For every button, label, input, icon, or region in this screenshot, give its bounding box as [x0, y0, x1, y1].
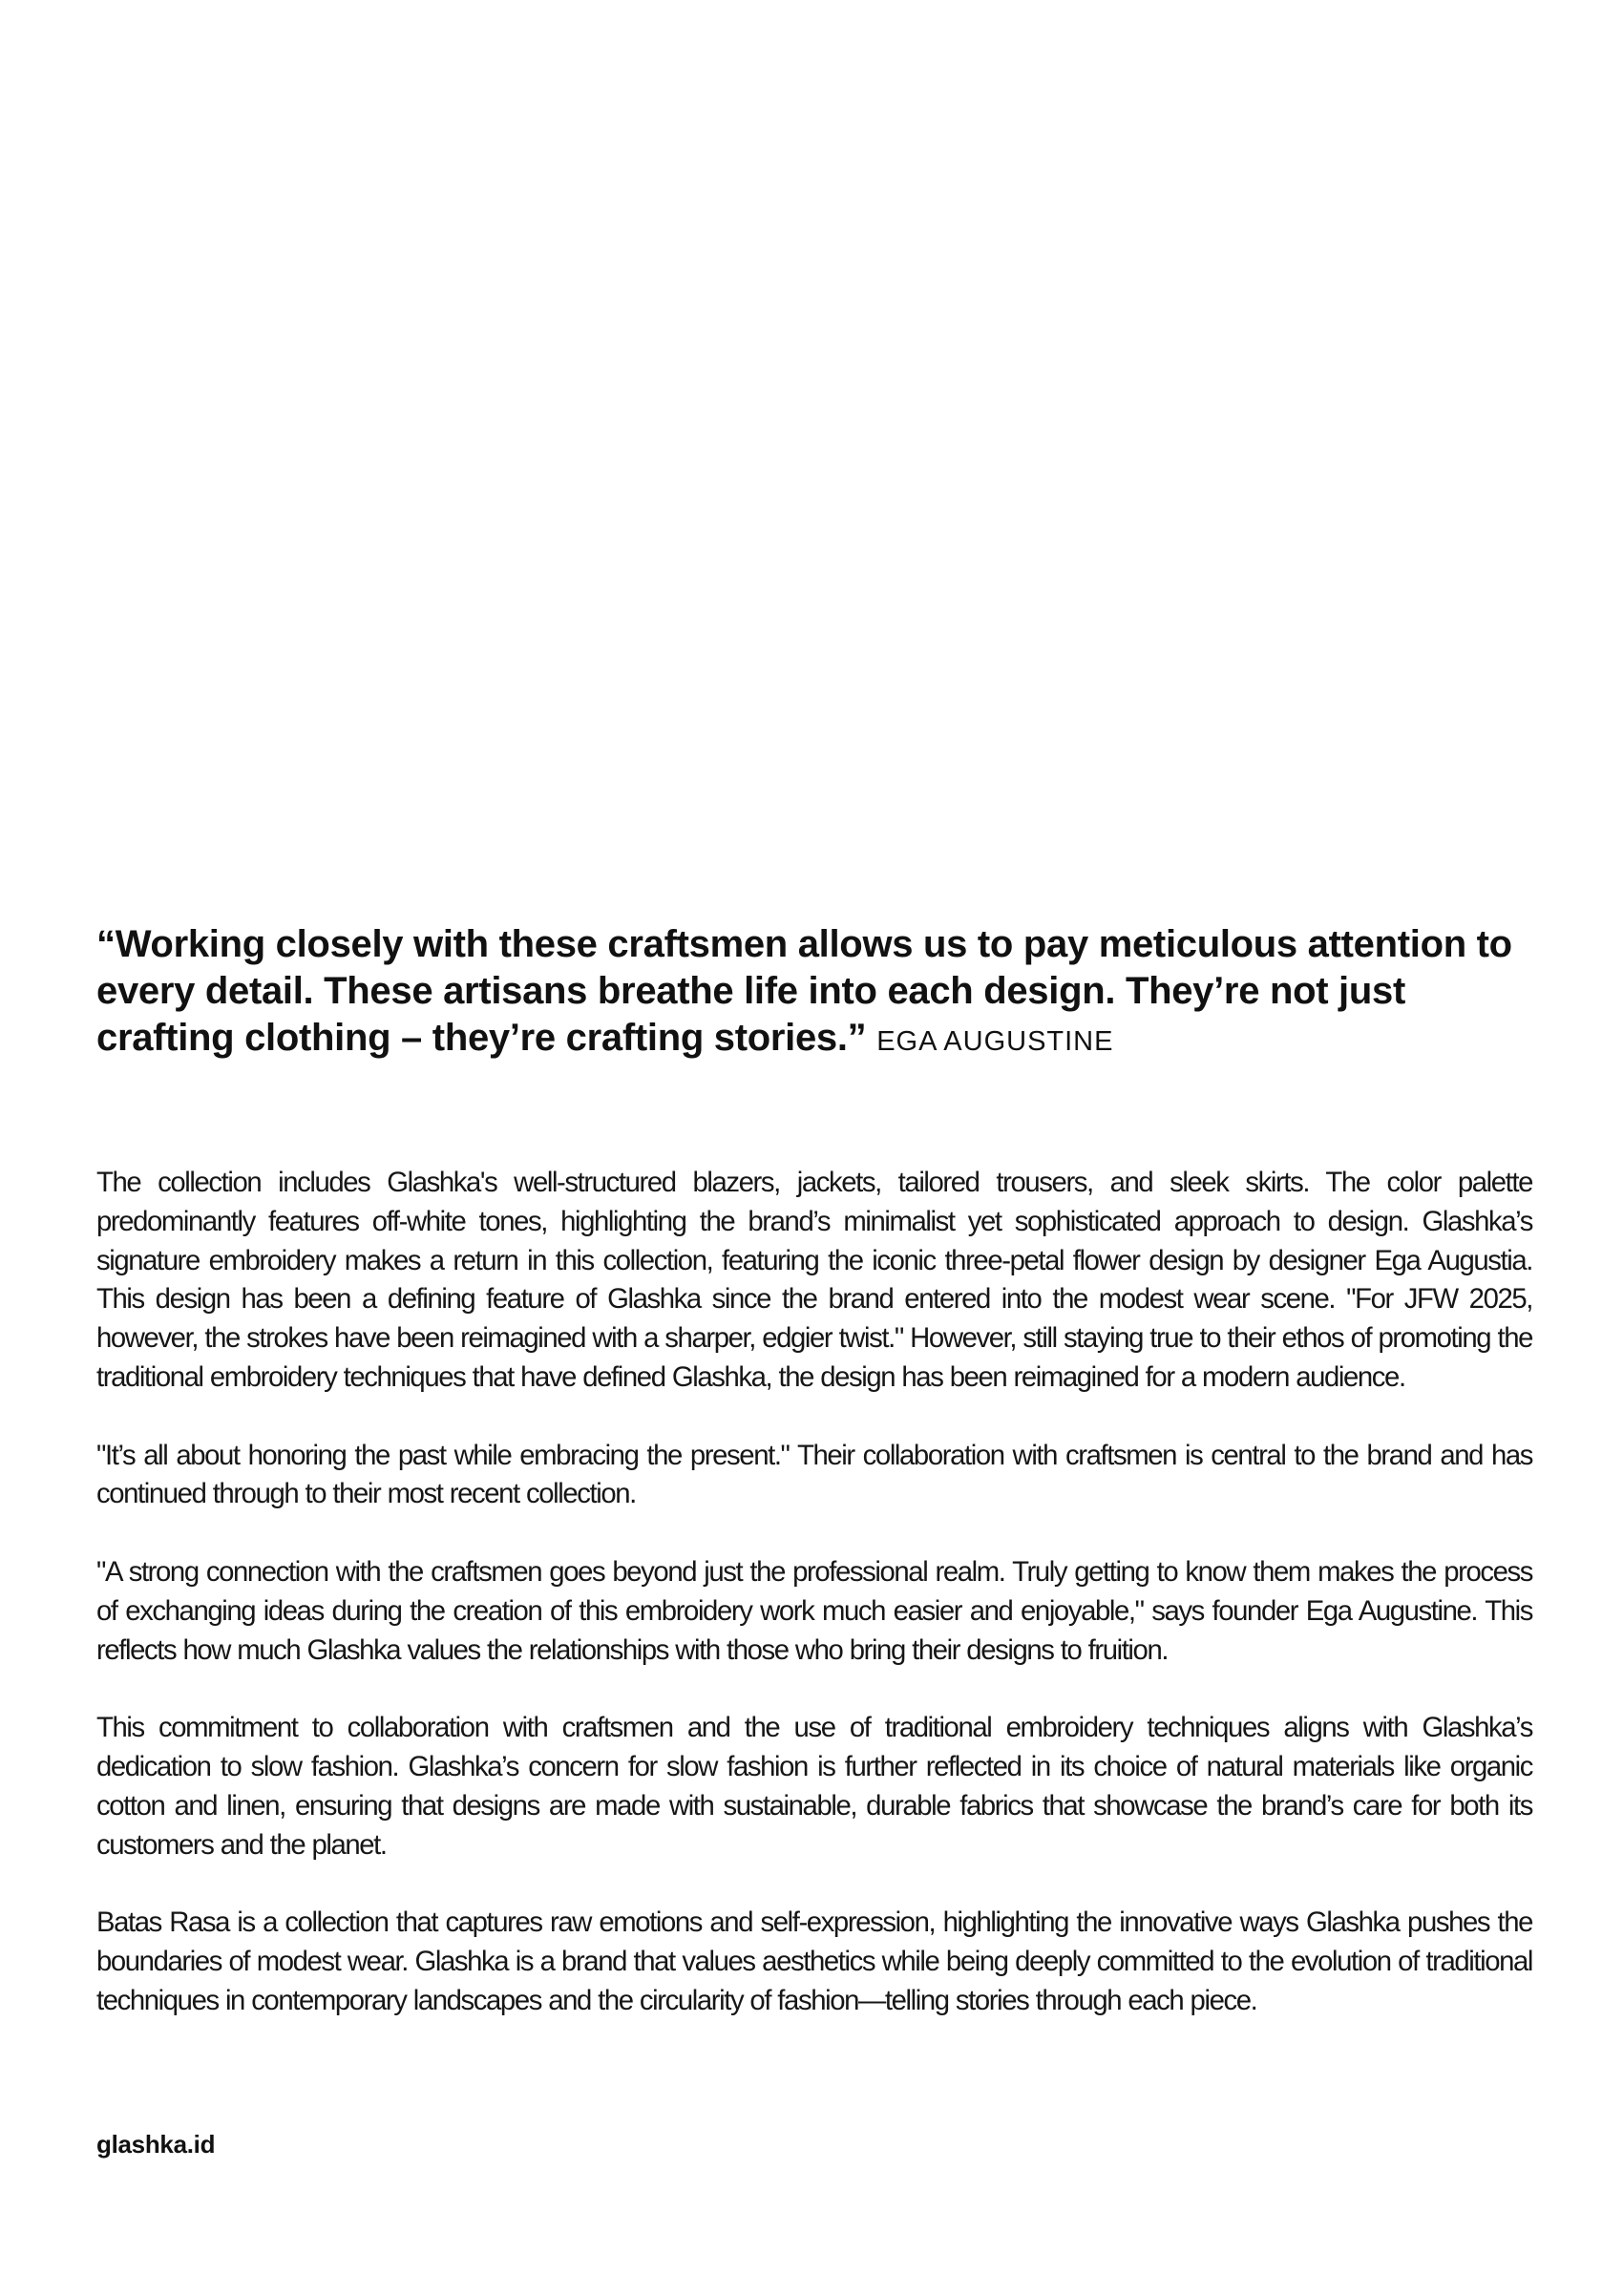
article-paragraph: "It’s all about honoring the past while embracing the present." Their collaboration with craftsmen is central to the brand and has continued through to their most recent collection. — [96, 1439, 1532, 1510]
pull-quote — [96, 921, 1548, 1065]
pull-quote-text: “Working closely with these craftsmen allows us to pay meticulous attention to every detail. These artisans breathe life into each design. They’re not just crafting clothing – they’re crafting stories.” — [96, 923, 1512, 1059]
pull-quote-attribution: EGA AUGUSTINE — [876, 1026, 1114, 1057]
footer-site-url: glashka.id — [96, 2130, 216, 2159]
article-paragraph: The collection includes Glashka's well-structured blazers, jackets, tailored trousers, and sleek skirts. The color palette predominantly features off-white tones, highlighting the brand’s minimalist yet sophisticated approach to design. Glashka’s signature embroidery makes a return in this collection, featuring the iconic three-petal flower design by designer Ega Augustia. This design has been a defining feature of Glashka since the brand entered into the modest wear scene. "For JFW 2025, however, the strokes have been reimagined with a sharper, edgier twist." However, still staying true to their ethos of promoting the traditional embroidery techniques that have defined Glashka, the design has been reimagined for a modern audience. — [96, 1167, 1532, 1393]
article-body — [96, 1164, 1532, 2059]
article-paragraph: Batas Rasa is a collection that captures raw emotions and self-expression, highlighting the innovative ways Glashka pushes the boundaries of modest wear. Glashka is a brand that values aesthetics while being deeply committed to the evolution of traditional techniques in contemporary landscapes and the circularity of fashion—telling stories through each piece. — [96, 1906, 1532, 2016]
article-paragraph: "A strong connection with the craftsmen goes beyond just the professional realm. Truly getting to know them makes the process of exchanging ideas during the creation of this embroidery work much easier and enjoyable," says founder Ega Augustine. This reflects how much Glashka values the relationships with those who bring their designs to fruition. — [96, 1555, 1532, 1666]
article-paragraph: This commitment to collaboration with craftsmen and the use of traditional embroidery techniques aligns with Glashka’s dedication to slow fashion. Glashka’s concern for slow fashion is further reflected in its choice of natural materials like organic cotton and linen, ensuring that designs are made with sustainable, durable fabrics that showcase the brand’s care for both its customers and the planet. — [96, 1712, 1532, 1861]
